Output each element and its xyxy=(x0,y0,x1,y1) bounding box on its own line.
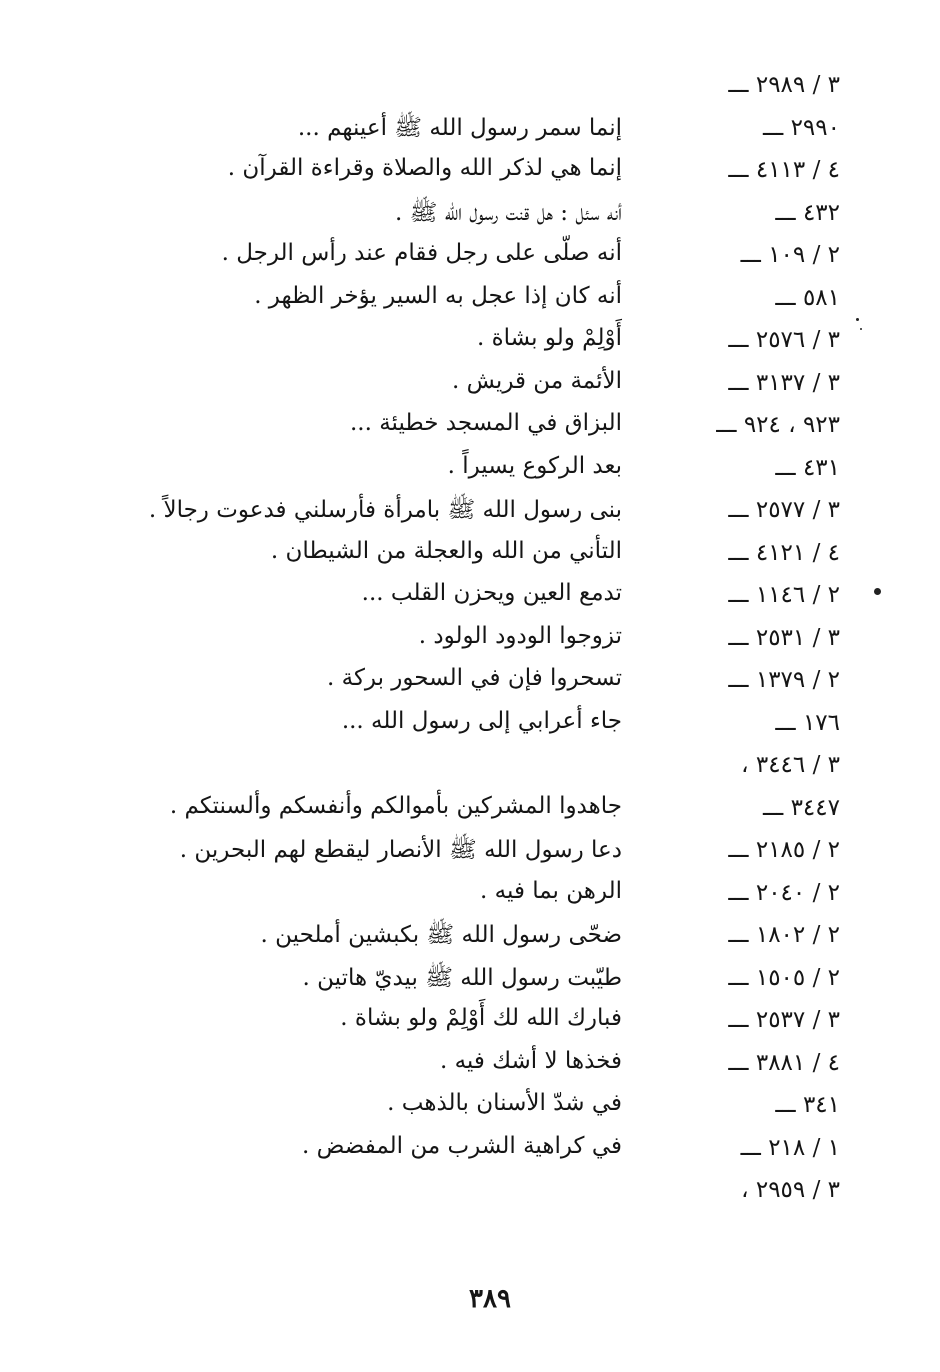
entry-reference: ٣٤١ ـــ xyxy=(775,1092,840,1118)
entry-reference: ٢ / ١١٤٦ ـــ xyxy=(728,582,840,608)
entry-text: تسحروا فإن في السحور بركة . xyxy=(326,665,622,691)
entry-reference: ٣ / ٣٤٤٦ ، xyxy=(741,752,840,778)
entry-text: التأني من الله والعجلة من الشيطان . xyxy=(270,537,622,564)
list-item xyxy=(0,916,940,959)
entry-text: دعا رسول الله ﷺ الأنصار ليقطع لهم البحرين . xyxy=(179,837,622,863)
list-item xyxy=(0,704,940,747)
list-item xyxy=(0,1171,940,1214)
list-item xyxy=(0,874,940,917)
entry-text: أنه سئل : هل قنت رسول الله ﷺ . xyxy=(395,199,622,226)
entry-text: أَوْلِمْ ولو بشاة . xyxy=(476,325,622,351)
entry-text: جاهدوا المشركين بأموالكم وأنفسكم وألسنتكم . xyxy=(169,792,622,819)
list-item xyxy=(0,449,940,492)
list-item xyxy=(0,151,940,194)
list-item xyxy=(0,576,940,619)
entry-reference: ٢ / ٢٠٤٠ ـــ xyxy=(728,879,840,906)
entry-reference: ٣ / ٢٥٣١ ـــ xyxy=(728,624,840,651)
entry-reference: ١ / ٢١٨ ـــ xyxy=(740,1134,840,1161)
entry-text: جاء أعرابي إلى رسول الله ... xyxy=(341,707,622,734)
entry-text: طيّبت رسول الله ﷺ بيديّ هاتين . xyxy=(302,964,622,991)
list-item xyxy=(0,321,940,364)
list-item xyxy=(0,364,940,407)
entry-reference: ٢ / ٢١٨٥ ـــ xyxy=(728,837,840,863)
list-item xyxy=(0,959,940,1002)
list-item xyxy=(0,1044,940,1087)
entry-reference: ٣٤٤٧ ـــ xyxy=(763,794,840,821)
ink-speck xyxy=(860,328,862,330)
entry-text: فخذها لا أشك فيه . xyxy=(439,1047,622,1074)
list-item xyxy=(0,661,940,704)
entry-text: الرهن بما فيه . xyxy=(480,877,622,904)
entry-reference: ٢٩٩٠ ـــ xyxy=(763,114,840,141)
hadith-index-list xyxy=(0,66,940,1214)
list-item xyxy=(0,1086,940,1129)
entry-text: في كراهية الشرب من المفضض . xyxy=(301,1132,622,1159)
ink-speck xyxy=(856,318,859,321)
entry-text: في شدّ الأسنان بالذهب . xyxy=(387,1090,622,1116)
ink-speck xyxy=(874,588,881,595)
entry-reference: ٢ / ١٨٠٢ ـــ xyxy=(728,922,840,948)
entry-text: تزوجوا الودود الولود . xyxy=(418,622,622,649)
entry-reference: ٤ / ٤١١٣ ـــ xyxy=(728,157,840,183)
entry-text: تدمع العين ويحزن القلب ... xyxy=(361,580,622,606)
entry-reference: ٤ / ٣٨٨١ ـــ xyxy=(728,1049,840,1076)
entry-reference: ٥٨١ ـــ xyxy=(775,284,840,311)
list-item xyxy=(0,109,940,152)
list-item xyxy=(0,789,940,832)
list-item xyxy=(0,1129,940,1172)
list-item xyxy=(0,406,940,449)
list-item xyxy=(0,194,940,237)
entry-reference: ٣ / ٢٩٨٩ ـــ xyxy=(728,72,840,98)
entry-text: إنما هي لذكر الله والصلاة وقراءة القرآن . xyxy=(227,155,622,181)
entry-reference: ٤ / ٤١٢١ ـــ xyxy=(728,539,840,566)
entry-text: إنما سمر رسول الله ﷺ أعينهم ... xyxy=(297,114,622,141)
entry-text: بعد الركوع يسيراً . xyxy=(447,452,622,479)
entry-reference: ٣ / ٢٥٣٧ ـــ xyxy=(728,1007,840,1033)
list-item xyxy=(0,619,940,662)
list-item xyxy=(0,491,940,534)
entry-text: أنه صلّى على رجل فقام عند رأس الرجل . xyxy=(221,240,622,266)
list-item xyxy=(0,66,940,109)
entry-reference: ٤٣٢ ـــ xyxy=(775,199,840,226)
entry-text: أنه كان إذا عجل به السير يؤخر الظهر . xyxy=(254,282,622,309)
entry-text: فبارك الله لك أَوْلِمْ ولو بشاة . xyxy=(340,1005,622,1031)
entry-reference: ٩٢٣ ، ٩٢٤ ـــ xyxy=(716,412,840,438)
list-item xyxy=(0,1001,940,1044)
list-item xyxy=(0,746,940,789)
list-item xyxy=(0,831,940,874)
entry-reference: ٣ / ٢٥٧٦ ـــ xyxy=(728,327,840,353)
list-item xyxy=(0,236,940,279)
entry-reference: ٢ / ١٣٧٩ ـــ xyxy=(728,667,840,693)
entry-reference: ٣ / ٢٩٥٩ ، xyxy=(741,1177,840,1203)
entry-reference: ٤٣١ ـــ xyxy=(775,454,840,481)
page-number: ٣٨٩ xyxy=(469,1284,511,1314)
entry-text: الأئمة من قريش . xyxy=(451,367,622,394)
entry-reference: ٣ / ٣١٣٧ ـــ xyxy=(728,369,840,396)
entry-reference: ٣ / ٢٥٧٧ ـــ xyxy=(728,497,840,523)
entry-text: بنى رسول الله ﷺ بامرأة فأرسلني فدعوت رجالاً . xyxy=(148,497,622,523)
entry-text: ضحّى رسول الله ﷺ بكبشين أملحين . xyxy=(260,922,622,948)
entry-reference: ٢ / ١٠٩ ـــ xyxy=(740,242,840,268)
list-item xyxy=(0,534,940,577)
entry-text: البزاق في المسجد خطيئة ... xyxy=(349,410,622,436)
entry-reference: ٢ / ١٥٠٥ ـــ xyxy=(728,964,840,991)
entry-reference: ١٧٦ ـــ xyxy=(775,709,840,736)
list-item xyxy=(0,279,940,322)
